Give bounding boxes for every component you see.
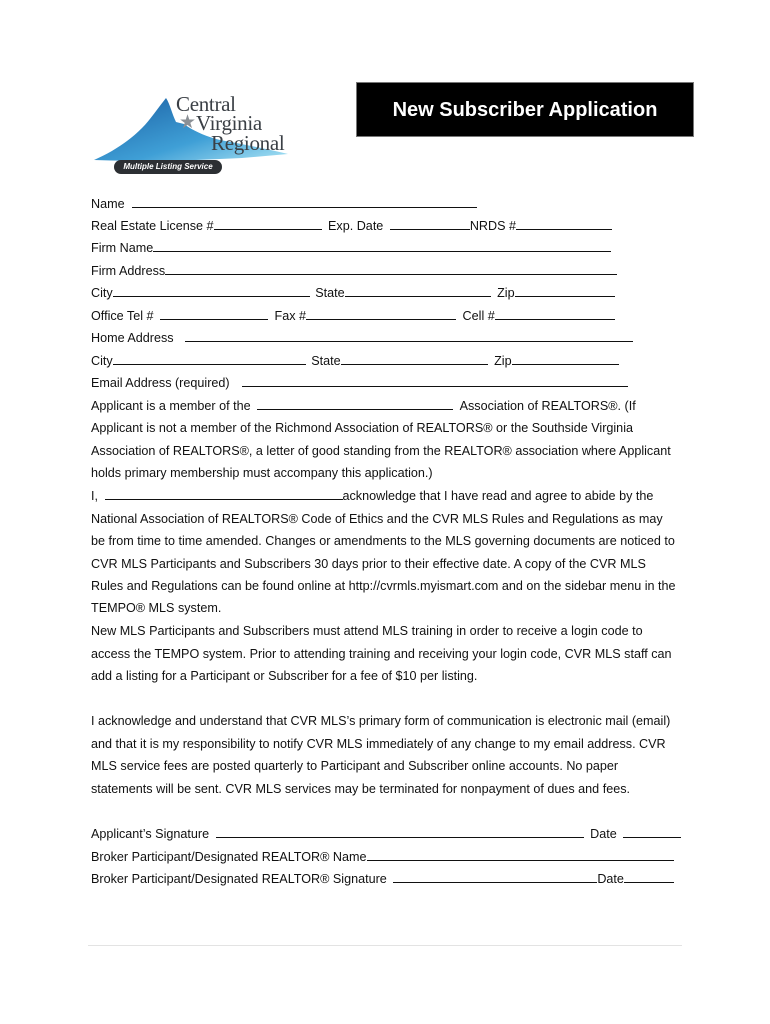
name-label: Name xyxy=(91,197,125,211)
ack-post: acknowledge that I have read and agree to abide by the xyxy=(342,489,654,503)
firm-address-label: Firm Address xyxy=(91,264,166,278)
broker-name-row xyxy=(91,849,674,865)
firm-address-row xyxy=(91,263,617,279)
phone-row xyxy=(91,308,615,324)
broker-signature-label: Broker Participant/Designated REALTOR® Signature xyxy=(91,872,387,886)
member-post: Association of REALTORS®. (If xyxy=(459,399,636,413)
zip-field[interactable] xyxy=(515,285,615,297)
paragraph-line: be from time to time amended. Changes or amendments to the MLS governing documents are noticed to xyxy=(91,534,675,548)
home-city-label: City xyxy=(91,354,113,368)
home-city-row xyxy=(91,353,619,369)
footer-divider xyxy=(88,945,682,946)
license-field[interactable] xyxy=(214,218,322,230)
broker-signature-row xyxy=(91,871,674,887)
paragraph-line: I acknowledge and understand that CVR MLS’s primary form of communication is electronic mail (email) xyxy=(91,714,671,728)
paragraph-line: and that it is my responsibility to notify CVR MLS immediately of any change to my email address. CVR xyxy=(91,737,666,751)
logo-banner: Multiple Listing Service xyxy=(114,160,222,174)
name-field[interactable] xyxy=(132,196,477,208)
paragraph-line: statements will be sent. CVR MLS services may be terminated for nonpayment of dues and fees. xyxy=(91,782,630,796)
member-pre: Applicant is a member of the xyxy=(91,399,251,413)
home-state-label: State xyxy=(311,354,341,368)
state-label: State xyxy=(315,286,345,300)
firm-address-field[interactable] xyxy=(165,263,617,275)
paragraph-line: MLS service fees are posted quarterly to Participant and Subscriber online accounts. No paper xyxy=(91,759,619,773)
cell-label: Cell # xyxy=(462,309,495,323)
paragraph-line: Rules and Regulations can be found online at http://cvrmls.myismart.com and on the sidebar menu in the xyxy=(91,579,676,593)
license-label: Real Estate License # xyxy=(91,219,214,233)
page-title: New Subscriber Application xyxy=(356,82,694,137)
paragraph-line: CVR MLS Participants and Subscribers 30 days prior to their effective date. A copy of the CVR MLS xyxy=(91,557,646,571)
paragraph-line: add a listing for a Participant or Subscriber for a fee of $10 per listing. xyxy=(91,669,478,683)
fax-field[interactable] xyxy=(306,308,456,320)
paragraph-line: access the TEMPO system. Prior to attending training and receiving your login code, CVR MLS staff can xyxy=(91,647,672,661)
home-address-label: Home Address xyxy=(91,331,174,345)
name-row xyxy=(91,196,477,212)
email-field[interactable] xyxy=(242,375,628,387)
logo-word-regional: Regional xyxy=(211,131,285,155)
paragraph-line: Applicant is not a member of the Richmond Association of REALTORS® or the Southside Virginia xyxy=(91,421,633,435)
cvr-mls-logo xyxy=(92,92,302,178)
date-field[interactable] xyxy=(623,826,681,838)
state-field[interactable] xyxy=(345,285,491,297)
nrds-label: NRDS # xyxy=(469,219,517,233)
star-icon: ★ xyxy=(179,112,197,133)
nrds-field[interactable] xyxy=(516,218,612,230)
cell-field[interactable] xyxy=(495,308,615,320)
home-address-field[interactable] xyxy=(185,330,633,342)
applicant-signature-row xyxy=(91,826,681,842)
paragraph-line: TEMPO® MLS system. xyxy=(91,601,222,615)
paragraph-line: holds primary membership must accompany this application.) xyxy=(91,466,433,480)
office-tel-label: Office Tel # xyxy=(91,309,154,323)
firm-name-field[interactable] xyxy=(153,240,611,252)
home-state-field[interactable] xyxy=(341,353,488,365)
home-zip-field[interactable] xyxy=(512,353,619,365)
paragraph-line: National Association of REALTORS® Code of Ethics and the CVR MLS Rules and Regulations as may xyxy=(91,512,663,526)
firm-name-row xyxy=(91,240,611,256)
home-city-field[interactable] xyxy=(113,353,306,365)
license-row xyxy=(91,218,612,234)
date2-field[interactable] xyxy=(624,871,674,883)
office-tel-field[interactable] xyxy=(160,308,268,320)
broker-name-label: Broker Participant/Designated REALTOR® Name xyxy=(91,850,367,864)
home-address-row xyxy=(91,330,633,346)
association-field[interactable] xyxy=(257,398,453,410)
logo-word-central: Central xyxy=(176,92,236,116)
email-label: Email Address (required) xyxy=(91,376,230,390)
acknowledge-name-field[interactable] xyxy=(105,488,343,500)
ack-pre: I, xyxy=(91,489,98,503)
date2-label: Date xyxy=(597,872,624,886)
acknowledge-row xyxy=(91,488,653,504)
fax-label: Fax # xyxy=(274,309,307,323)
email-row xyxy=(91,375,628,391)
exp-date-label: Exp. Date xyxy=(328,219,384,233)
applicant-signature-label: Applicant’s Signature xyxy=(91,827,210,841)
city-label: City xyxy=(91,286,113,300)
exp-date-field[interactable] xyxy=(390,218,470,230)
applicant-signature-field[interactable] xyxy=(216,826,584,838)
paragraph-line: New MLS Participants and Subscribers must attend MLS training in order to receive a login code to xyxy=(91,624,643,638)
member-row xyxy=(91,398,636,414)
city-field[interactable] xyxy=(113,285,310,297)
home-zip-label: Zip xyxy=(494,354,512,368)
firm-name-label: Firm Name xyxy=(91,241,154,255)
city-row xyxy=(91,285,615,301)
broker-signature-field[interactable] xyxy=(393,871,597,883)
logo-word-virginia: Virginia xyxy=(196,111,262,135)
zip-label: Zip xyxy=(497,286,515,300)
paragraph-line: Association of REALTORS®, a letter of good standing from the REALTOR® association where Applicant xyxy=(91,444,671,458)
date-label: Date xyxy=(590,827,617,841)
broker-name-field[interactable] xyxy=(367,849,674,861)
